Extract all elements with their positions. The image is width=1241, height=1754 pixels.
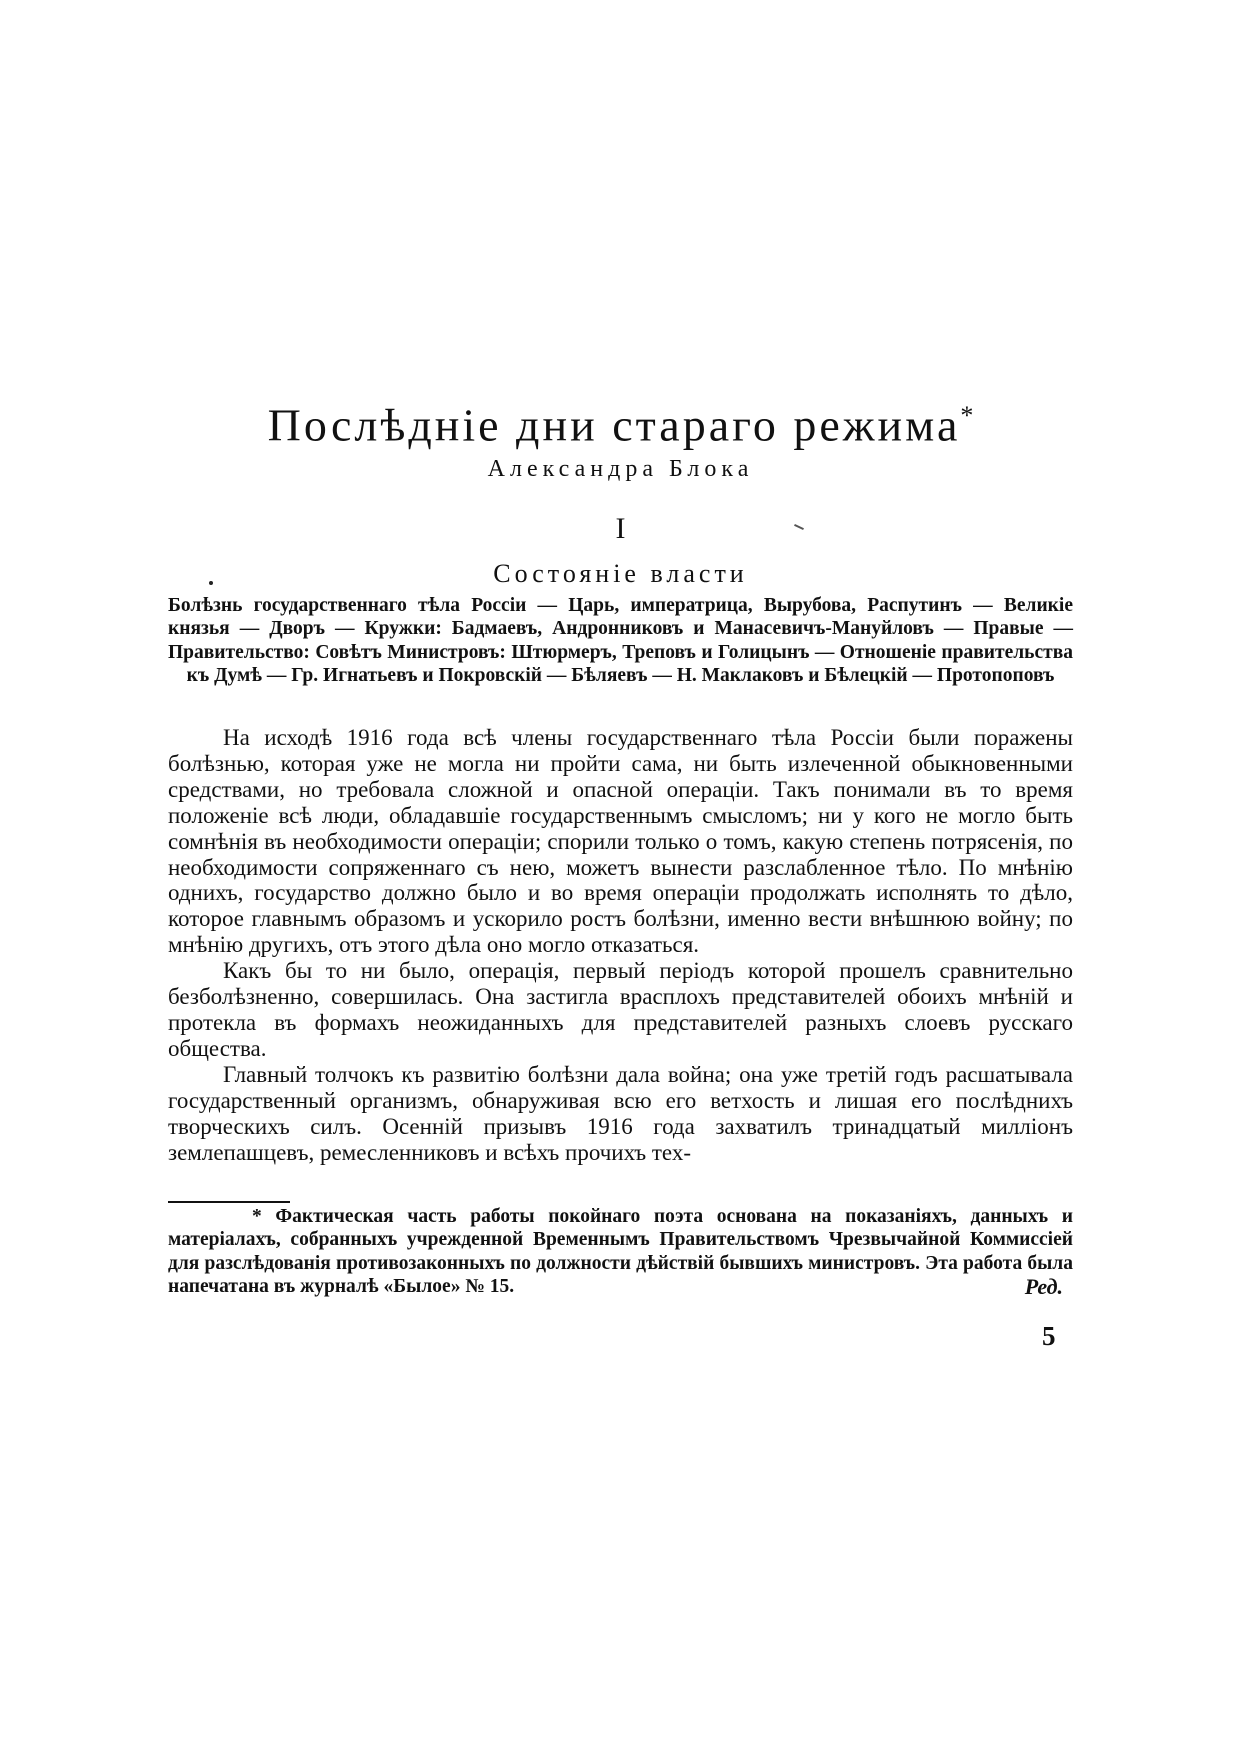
stray-ink-dot — [209, 581, 213, 585]
article-author: Александра Блока — [487, 456, 754, 482]
title-footnote-mark: * — [960, 401, 974, 430]
chapter-summary: Болѣзнь государственнаго тѣла Россіи — Царь, императрица, Вырубова, Распутинъ — Великіе князья — Дворъ — Кружки: Бадмаевъ, Андронниковъ и Манасевичъ-Мануйловъ — Правые — Правительство: Совѣтъ Министровъ: Штюрмеръ, Треповъ и Голицынъ — Отношеніе правительства къ Думѣ — Гр. Игнатьевъ и Покровскій — Бѣляевъ — Н. Маклаковъ и Бѣлецкій — Протопоповъ — [168, 595, 1073, 686]
paragraph-3: Главный толчокъ къ развитію болѣзни дала война; она уже третій годъ расшатывала государственный организмъ, обнаруживая всю его ветхость и лишая его послѣднихъ творческихъ силъ. Осенній призывъ 1916 года захватилъ тринадцатый милліонъ землепашцевъ, ремесленниковъ и всѣхъ прочихъ тех- — [168, 1061, 1073, 1165]
footnote-editor-mark: Ред. — [1024, 1274, 1063, 1300]
footnote-divider — [168, 1201, 290, 1203]
footnote — [168, 1205, 1073, 1299]
page-number: 5 — [1042, 1321, 1056, 1351]
article-title-text: Послѣдніе дни стараго режима — [267, 399, 961, 451]
footnote-text: Фактическая часть работы покойнаго поэта основана на показаніяхъ, данныхъ и матеріалахъ, собранныхъ учрежденной Временнымъ Правительствомъ Чрезвычайной Коммиссіей для разслѣдованія противозаконныхъ по должности дѣйствій бывшихъ министровъ. Эта работа была напечатана въ журналѣ «Былое» № 15. — [168, 1206, 1074, 1298]
article-title — [0, 388, 1241, 453]
paragraph-2: Какъ бы то ни было, операція, первый періодъ которой прошелъ сравнительно безболѣзненно, совершилась. Она застигла врасплохъ представителей обоихъ мнѣній и протекла въ формахъ неожиданныхъ для представителей разныхъ слоевъ русскаго общества. — [168, 958, 1073, 1061]
article-body — [168, 725, 1073, 1165]
section-title: Состояніе власти — [493, 559, 748, 588]
paragraph-1: На исходѣ 1916 года всѣ члены государственнаго тѣла Россіи были поражены болѣзнью, которая уже не могла ни пройти сама, ни быть излеченной обыкновенными средствами, но требовала сложной и опасной операціи. Такъ понимали въ то время положеніе всѣ люди, обладавшіе государственнымъ смысломъ; ни у кого не могло быть сомнѣнія въ необходимости операціи; спорили только о томъ, какую степень потрясенія, по необходимости сопряженнаго съ нею, можетъ вынести разслабленное тѣло. По мнѣнію однихъ, государство должно было и во время операціи продолжать исполнять то дѣло, которое главнымъ образомъ и ускорило ростъ болѣзни, именно вести внѣшнюю войну; по мнѣнію другихъ, отъ этого дѣла оно могло отказаться. — [168, 725, 1073, 958]
footnote-mark: * — [252, 1206, 262, 1227]
chapter-number: I — [615, 512, 626, 545]
